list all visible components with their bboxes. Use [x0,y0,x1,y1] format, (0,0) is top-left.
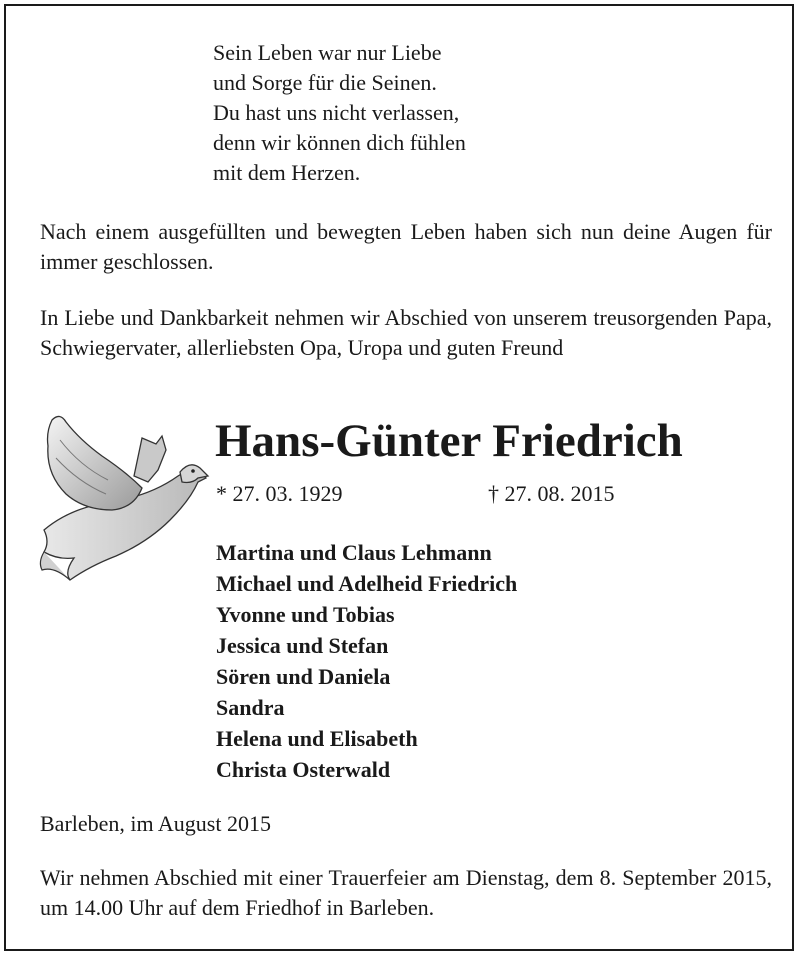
mourner: Sören und Daniela [216,664,391,689]
poem-line: und Sorge für die Seinen. [213,70,437,95]
mourner: Helena und Elisabeth [216,726,418,751]
poem-line: mit dem Herzen. [213,160,361,185]
mourner: Martina und Claus Lehmann [216,540,492,565]
poem-line: denn wir können dich fühlen [213,130,466,155]
mourner: Christa Osterwald [216,757,391,782]
mourner: Sandra [216,695,285,720]
mourners-list [216,537,517,785]
deceased-name: Hans-Günter Friedrich [215,415,683,467]
farewell-paragraph: In Liebe und Dankbarkeit nehmen wir Abschied von unserem treusorgenden Papa, Schwiegervater, allerliebsten Opa, Uropa und guten Freund [40,305,772,360]
death-date: † 27. 08. 2015 [488,481,615,506]
mourner: Michael und Adelheid Friedrich [216,571,518,596]
birth-date: * 27. 03. 1929 [216,481,343,506]
mourner: Jessica und Stefan [216,633,389,658]
place-date: Barleben, im August 2015 [40,811,271,836]
mourner: Yvonne und Tobias [216,602,395,627]
poem-line: Sein Leben war nur Liebe [213,40,442,65]
dove-icon [30,410,210,590]
poem [213,38,466,188]
obituary-frame [4,4,794,951]
service-notice: Wir nehmen Abschied mit einer Trauerfeier am Dienstag, dem 8. September 2015, um 14.00 Uhr auf dem Friedhof in Barleben. [40,865,772,920]
poem-line: Du hast uns nicht verlassen, [213,100,460,125]
intro-paragraph: Nach einem ausgefüllten und bewegten Leben haben sich nun deine Augen für immer geschlossen. [40,219,772,274]
